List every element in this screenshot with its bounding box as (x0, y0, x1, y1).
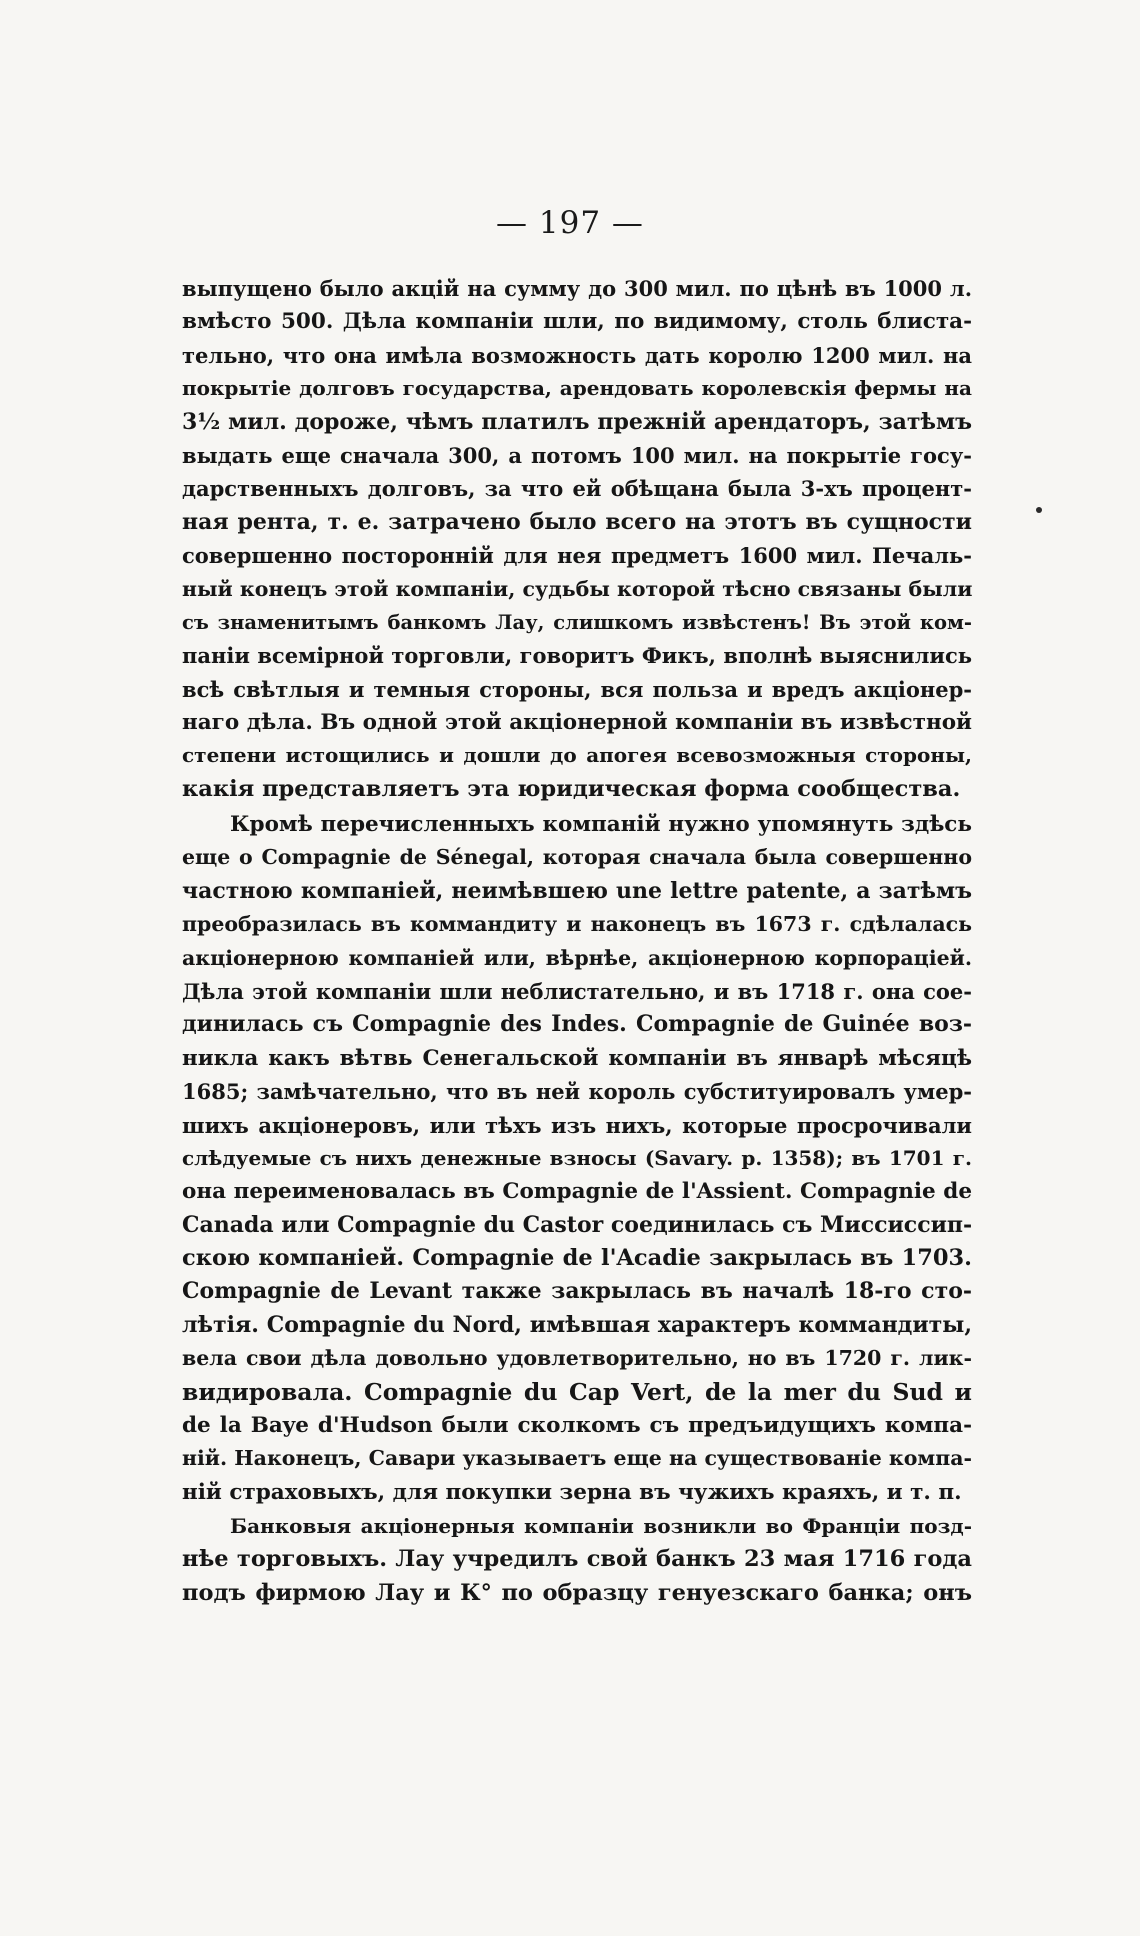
text-line: Compagnie de Levant также закрылась въ началѣ 18-го сто- (182, 1278, 972, 1305)
text-line: всѣ свѣтлыя и темныя стороны, вся польза и вредъ акціонер- (182, 676, 972, 702)
text-line: тельно, что она имѣла возможность дать королю 1200 мил. на (182, 342, 972, 368)
text-line: 1685; замѣчательно, что въ ней король субституировалъ умер- (182, 1079, 972, 1105)
paragraph-1 (182, 272, 972, 806)
text-line: Банковыя акціонерныя компаніи возникли во Франціи позд- (230, 1514, 972, 1538)
text-line: слѣдуемые съ нихъ денежные взносы (Savary. p. 1358); въ 1701 г. (182, 1145, 972, 1170)
text-line: нѣе торговыхъ. Лау учредилъ свой банкъ 23 мая 1716 года (182, 1546, 972, 1573)
text-line: еще о Compagnie de Sénegal, которая сначала была совершенно (182, 845, 972, 870)
paragraph-2 (182, 808, 972, 1509)
text-line: паніи всемірной торговли, говоритъ Фикъ, вполнѣ выяснились (182, 643, 972, 669)
text-line: Кромѣ перечисленныхъ компаній нужно упомянуть здѣсь (230, 812, 972, 837)
text-line: видировала. Compagnie du Cap Vert, de la mer du Sud и (182, 1377, 972, 1406)
text-line: частною компаніей, неимѣвшею une lettre patente, а затѣмъ (182, 877, 972, 904)
text-line: вела свои дѣла довольно удовлетворительно, но въ 1720 г. лик- (182, 1346, 972, 1371)
text-line: дарственныхъ долговъ, за что ей обѣщана была 3-хъ процент- (182, 476, 972, 502)
text-line: динилась съ Compagnie des Indes. Compagnie de Guinée воз- (182, 1011, 972, 1038)
text-line: выпущено было акцій на сумму до 300 мил. по цѣнѣ въ 1000 л. (182, 276, 972, 301)
text-line: ная рента, т. е. затрачено было всего на этотъ въ сущности (182, 508, 972, 535)
text-line: скою компаніей. Compagnie de l'Acadie закрылась въ 1703. (182, 1245, 972, 1272)
text-line: покрытіе долговъ государства, арендовать королевскія фермы на (182, 376, 972, 401)
text-line: никла какъ вѣтвь Сенегальской компаніи въ январѣ мѣсяцѣ (182, 1045, 972, 1071)
text-line: съ знаменитымъ банкомъ Лау, слишкомъ извѣстенъ! Въ этой ком- (182, 610, 972, 634)
text-line: шихъ акціонеровъ, или тѣхъ изъ нихъ, которые просрочивали (182, 1112, 972, 1138)
text-line: ній. Наконецъ, Савари указываетъ еще на существованіе компа- (182, 1446, 972, 1471)
text-line: наго дѣла. Въ одной этой акціонерной компаніи въ извѣстной (182, 710, 972, 736)
ink-speck (1036, 507, 1042, 513)
text-line: акціонерною компаніей или, вѣрнѣе, акціонерною корпораціей. (182, 945, 972, 970)
text-line: ный конецъ этой компаніи, судьбы которой тѣсно связаны были (182, 576, 972, 601)
text-line: преобразилась въ коммандиту и наконецъ въ 1673 г. сдѣлалась (182, 912, 972, 937)
text-line: вмѣсто 500. Дѣла компаніи шли, по видимому, столь блиста- (182, 309, 972, 335)
text-line: какія представляетъ эта юридическая форма сообщества. (182, 775, 961, 802)
text-line: Дѣла этой компаніи шли неблистательно, и въ 1718 г. она сое- (182, 978, 972, 1004)
page-number: — 197 — (496, 205, 644, 241)
paragraph-3 (182, 1510, 972, 1610)
text-line: 3½ мил. дороже, чѣмъ платилъ прежній арендаторъ, затѣмъ (182, 408, 972, 435)
text-line: ній страховыхъ, для покупки зерна въ чужихъ краяхъ, и т. п. (182, 1479, 962, 1505)
text-line: Canada или Compagnie du Castor соединилась съ Миссиссип- (182, 1211, 972, 1238)
text-line: выдать еще сначала 300, а потомъ 100 мил. на покрытіе госу- (182, 442, 972, 468)
text-line: подъ фирмою Лау и К° по образцу генуезскаго банка; онъ (182, 1579, 972, 1606)
text-line: лѣтія. Compagnie du Nord, имѣвшая характеръ коммандиты, (182, 1311, 972, 1338)
text-line: совершенно посторонній для нея предметъ 1600 мил. Печаль- (182, 543, 972, 569)
text-line: она переименовалась въ Compagnie de l'Assient. Compagnie de (182, 1179, 972, 1205)
text-line: степени истощились и дошли до апогея всевозможныя стороны, (182, 743, 972, 768)
text-line: de la Baye d'Hudson были сколкомъ съ предъидущихъ компа- (182, 1413, 972, 1439)
